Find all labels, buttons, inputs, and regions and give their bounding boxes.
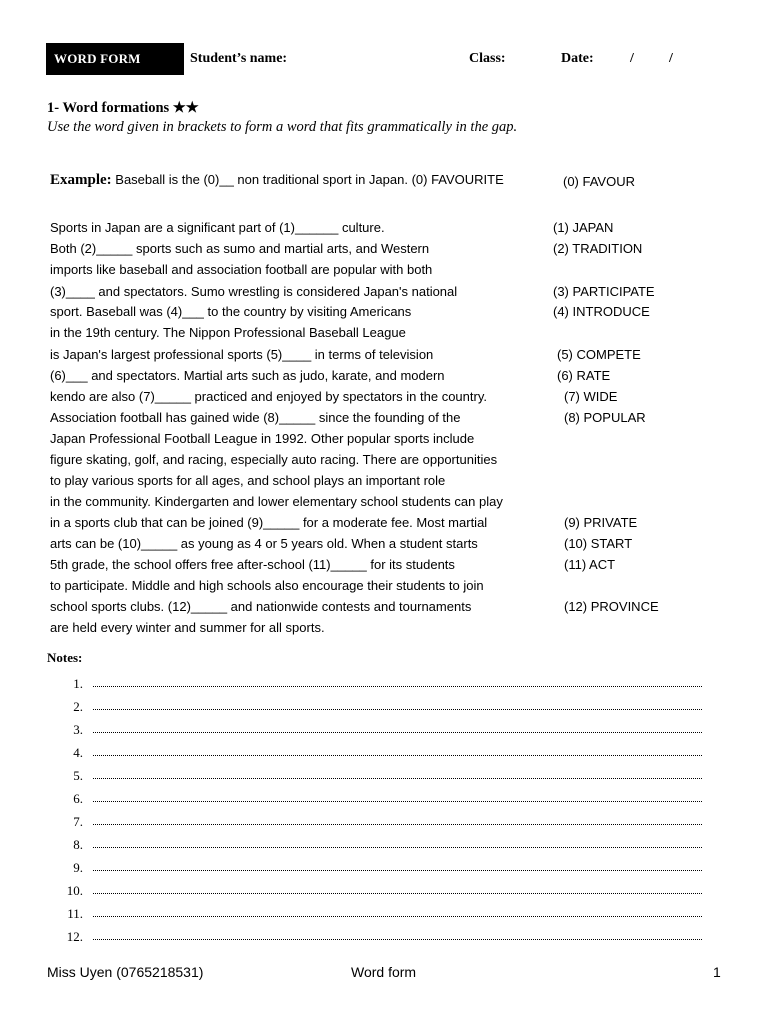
passage-line: Japan Professional Football League in 1992. Other popular sports include	[50, 431, 475, 446]
note-number: 5.	[73, 768, 83, 783]
note-answer-line[interactable]	[93, 778, 702, 779]
note-answer-line[interactable]	[93, 870, 702, 871]
passage-line: arts can be (10)_____ as young as 4 or 5 years old. When a student starts	[50, 536, 478, 551]
example-sentence	[50, 172, 504, 189]
key-word: (2) TRADITION	[553, 241, 643, 256]
section-title: 1- Word formations ★★	[47, 100, 199, 116]
worksheet-type-badge: WORD FORM	[46, 43, 184, 75]
passage-line: to participate. Middle and high schools also encourage their students to join	[50, 578, 484, 593]
footer-author: Miss Uyen (0765218531)	[47, 964, 204, 980]
example-key-word: (0) FAVOUR	[563, 174, 635, 189]
passage-line: Both (2)_____ sports such as sumo and martial arts, and Western	[50, 241, 430, 256]
note-number: 7.	[73, 814, 83, 829]
passage-line: in a sports club that can be joined (9)_____ for a moderate fee. Most martial	[50, 515, 488, 530]
footer-title: Word form	[351, 964, 417, 980]
date-label: Date:	[561, 51, 594, 66]
key-word: (9) PRIVATE	[564, 515, 638, 530]
note-number: 12.	[66, 929, 83, 944]
note-number: 3.	[73, 722, 83, 737]
note-answer-line[interactable]	[93, 709, 702, 710]
key-word: (3) PARTICIPATE	[553, 284, 655, 299]
passage-line: are held every winter and summer for all sports.	[50, 620, 325, 635]
note-number: 8.	[73, 837, 83, 852]
key-word: (10) START	[564, 536, 633, 551]
key-word: (12) PROVINCE	[564, 599, 659, 614]
key-word: (4) INTRODUCE	[553, 304, 650, 319]
passage-line: figure skating, golf, and racing, especially auto racing. There are opportunities	[50, 452, 498, 467]
note-answer-line[interactable]	[93, 916, 702, 917]
note-number: 6.	[73, 791, 83, 806]
key-word: (7) WIDE	[564, 389, 618, 404]
note-number: 11.	[67, 906, 83, 921]
passage-line: to play various sports for all ages, and school plays an important role	[50, 473, 446, 488]
passage-line: kendo are also (7)_____ practiced and enjoyed by spectators in the country.	[50, 389, 487, 404]
example-label: Example:	[50, 172, 112, 188]
passage-line: (6)___ and spectators. Martial arts such as judo, karate, and modern	[50, 368, 445, 383]
note-number: 10.	[66, 883, 83, 898]
note-answer-line[interactable]	[93, 939, 702, 940]
note-answer-line[interactable]	[93, 755, 702, 756]
passage-line: school sports clubs. (12)_____ and nationwide contests and tournaments	[50, 599, 472, 614]
date-separator: /	[630, 51, 634, 66]
note-number: 1.	[73, 676, 83, 691]
key-word: (1) JAPAN	[553, 220, 614, 235]
example-text: Baseball is the (0)__ non traditional sport in Japan. (0) FAVOURITE	[111, 172, 504, 187]
passage-line: Sports in Japan are a significant part of (1)______ culture.	[50, 220, 385, 235]
passage-line: 5th grade, the school offers free after-school (11)_____ for its students	[50, 557, 455, 572]
passage-line: in the 19th century. The Nippon Professional Baseball League	[50, 325, 406, 340]
key-word: (6) RATE	[557, 368, 611, 383]
note-number: 2.	[73, 699, 83, 714]
note-answer-line[interactable]	[93, 824, 702, 825]
passage-line: in the community. Kindergarten and lower elementary school students can play	[50, 494, 503, 509]
key-word: (11) ACT	[564, 557, 616, 572]
note-number: 4.	[73, 745, 83, 760]
key-word: (5) COMPETE	[557, 347, 641, 362]
passage-line: sport. Baseball was (4)___ to the country by visiting Americans	[50, 304, 412, 319]
class-label: Class:	[469, 51, 506, 66]
section-instruction: Use the word given in brackets to form a word that fits grammatically in the gap.	[47, 119, 518, 135]
note-answer-line[interactable]	[93, 801, 702, 802]
note-answer-line[interactable]	[93, 732, 702, 733]
passage-line: (3)____ and spectators. Sumo wrestling is considered Japan's national	[50, 284, 458, 299]
notes-label: Notes:	[47, 650, 83, 665]
key-word: (8) POPULAR	[564, 410, 646, 425]
note-answer-line[interactable]	[93, 893, 702, 894]
note-number: 9.	[73, 860, 83, 875]
student-name-label: Student’s name:	[190, 51, 288, 66]
note-answer-line[interactable]	[93, 686, 702, 687]
passage-line: Association football has gained wide (8)_____ since the founding of the	[50, 410, 461, 425]
date-separator: /	[669, 51, 673, 66]
note-answer-line[interactable]	[93, 847, 702, 848]
passage-line: imports like baseball and association football are popular with both	[50, 262, 433, 277]
passage-line: is Japan's largest professional sports (5)____ in terms of television	[50, 347, 434, 362]
footer-page-number: 1	[713, 964, 721, 980]
